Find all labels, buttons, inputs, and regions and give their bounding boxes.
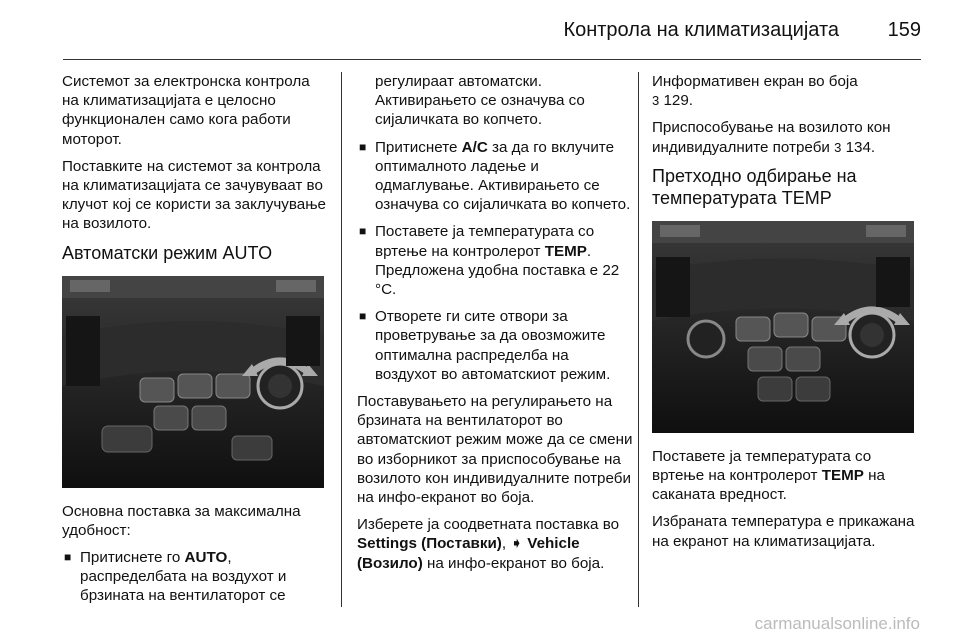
- bullet-vents: ■ Отворете ги сите отвори за проветрување за да овозможите оптимална распределба на воздухот во автоматскиот режим.: [359, 308, 611, 383]
- climate-panel-photo-temp: [652, 221, 914, 433]
- footer-watermark: carmanualsonline.info: [754, 614, 920, 633]
- page-title: Контрола на климатизацијата: [563, 19, 839, 41]
- fan-speed-paragraph: Поставувањето на регулирањето на брзината на вентилаторот во автоматскиот режим може да се смени во изборникот за приспособување на возилото кон индивидуалните потреби на инфо-екранот во боја.: [357, 393, 633, 507]
- column-divider-1: [341, 72, 342, 607]
- temp-label: TEMP: [821, 467, 864, 485]
- page-ref-icon: 3: [652, 93, 660, 109]
- temp-preselect-heading: Претходно одбирање на температурата TEMP: [652, 165, 857, 208]
- personalisation-ref: Приспособување на возилото кон индивидуалните потреби 3 134.: [652, 119, 891, 156]
- page-header: [63, 18, 921, 60]
- basic-setting-paragraph: Основна поставка за максимална удобност:: [62, 502, 301, 539]
- bullet-ac: ■ Притиснете A/C за да го вклучите оптималното ладење и одмаглување. Активирањето се означува со сијаличката во копчето.: [359, 138, 631, 214]
- settings-paragraph: Поставките на системот за контрола на климатизацијата се зачувуваат во клучот кој се користи за заклучување на возилото.: [62, 157, 326, 233]
- bullet-auto: ■ Притиснете го AUTO, распределбата на воздухот и брзината на вентилаторот се: [64, 549, 287, 605]
- settings-select-paragraph: Изберете ја соодветната поставка во Settings (Поставки), ➧ Vehicle (Возило) на инфо-екранот во боја.: [357, 516, 620, 572]
- settings-label: Settings (Поставки): [357, 535, 502, 553]
- column-3: [652, 72, 924, 559]
- climate-panel-photo-auto: [62, 276, 324, 488]
- auto-continued-text: регулираат автоматски. Активирањето се означува со сијаличката во копчето.: [375, 73, 585, 129]
- page-number: 159: [887, 19, 921, 41]
- column-divider-2: [638, 72, 639, 607]
- set-temp-paragraph: Поставете ја температурата со вртење на контролерот TEMP на саканата вредност.: [652, 447, 885, 504]
- bullet-temp: ■ Поставете ја температурата со вртење на контролерот TEMP. Предложена удобна поставка е 22 °C.: [359, 223, 620, 299]
- bullet-glyph: ■: [64, 550, 72, 565]
- column-1: [62, 72, 330, 614]
- intro-paragraph: Системот за електронска контрола на климатизацијата е целосно функционален само кога работи моторот.: [62, 73, 310, 148]
- auto-mode-heading: Автоматски режим AUTO: [62, 242, 273, 263]
- temp-display-paragraph: Избраната температура е прикажана на екранот на климатизацијата.: [652, 513, 915, 550]
- info-display-ref: Информативен екран во боја 3 129.: [652, 73, 858, 110]
- temp-label: TEMP: [544, 242, 587, 260]
- page-ref-icon: 3: [834, 139, 842, 155]
- vehicle-label: Vehicle (Возило): [357, 535, 580, 572]
- column-2: [357, 72, 633, 581]
- ac-label: A/C: [461, 138, 488, 156]
- header-rule: [63, 59, 921, 60]
- arrow-icon: ➧: [510, 535, 524, 553]
- auto-label: AUTO: [184, 549, 228, 567]
